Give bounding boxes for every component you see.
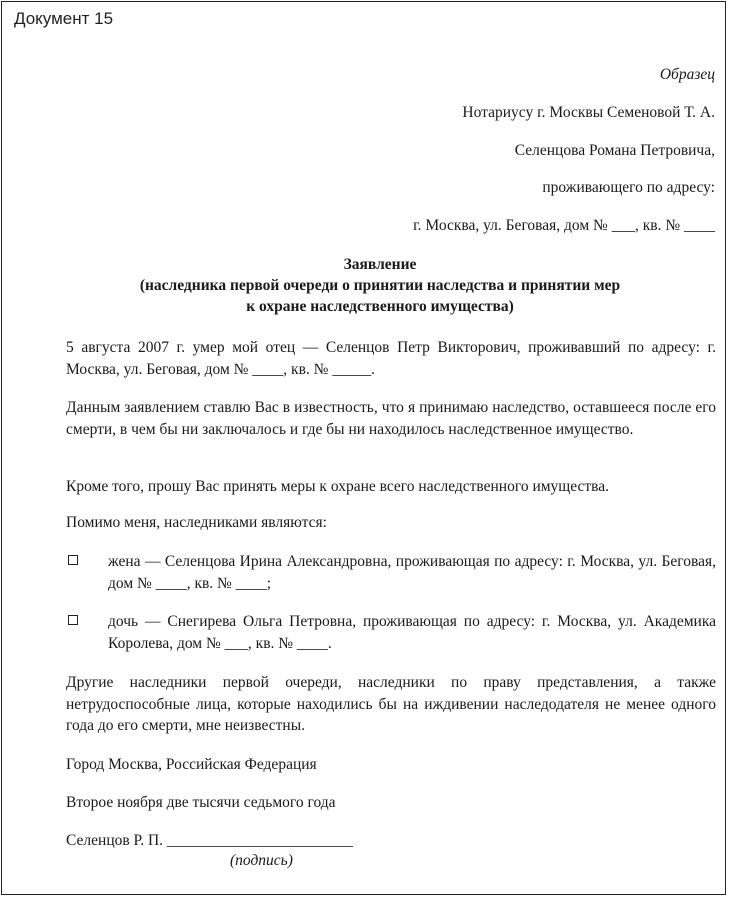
heirs-intro-line: Помимо меня, наследниками являются: xyxy=(66,514,327,531)
applicant-name-line: Селенцова Романа Петровича, xyxy=(514,142,715,159)
acceptance-paragraph: Данным заявлением ставлю Вас в известность, что я принимаю наследство, оставшееся после его смерти, в чем бы ни заключалось и где бы ни находилось наследственное имущество. xyxy=(66,399,716,438)
checkbox-icon xyxy=(68,555,78,565)
document-title: Заявление xyxy=(343,256,417,273)
checkbox-icon xyxy=(68,615,78,625)
signature-caption: (подпись) xyxy=(230,852,293,869)
document-subtitle-line-1: (наследника первой очереди о принятии наследства и принятии мер xyxy=(139,277,621,294)
death-notice-paragraph: 5 августа 2007 г. умер мой отец — Селенцов Петр Викторович, проживавший по адресу: г. Москва, ул. Беговая, дом № ____, кв. № _____. xyxy=(66,339,716,378)
heir-wife-text: жена — Селенцова Ирина Александровна, проживающая по адресу: г. Москва, ул. Беговая, дом № ____, кв. № ____; xyxy=(108,553,716,592)
city-line: Город Москва, Российская Федерация xyxy=(66,756,317,773)
sample-label: Образец xyxy=(659,66,715,83)
document-subtitle-line-2: к охране наследственного имущества) xyxy=(246,298,514,315)
date-line: Второе ноября две тысячи седьмого года xyxy=(66,794,336,811)
other-heirs-paragraph: Другие наследники первой очереди, наследники по праву представления, а также нетрудоспособные лица, которые находились бы на иждивении наследодателя не менее одного года до его смерти, мне неизвестны. xyxy=(66,674,716,734)
addressee-line: Нотариусу г. Москвы Семеновой Т. А. xyxy=(462,104,715,121)
signature-line: Селенцов Р. П. ________________________ xyxy=(66,832,353,849)
applicant-address-line: г. Москва, ул. Беговая, дом № ___, кв. № ____ xyxy=(413,217,715,234)
document-number-label: Документ 15 xyxy=(14,9,114,28)
protection-request-paragraph: Кроме того, прошу Вас принять меры к охране всего наследственного имущества. xyxy=(66,478,610,495)
residing-line: проживающего по адресу: xyxy=(542,179,715,196)
heir-daughter-text: дочь — Снегирева Ольга Петровна, проживающая по адресу: г. Москва, ул. Академика Королева, дом № ___, кв. № ____. xyxy=(108,613,716,652)
